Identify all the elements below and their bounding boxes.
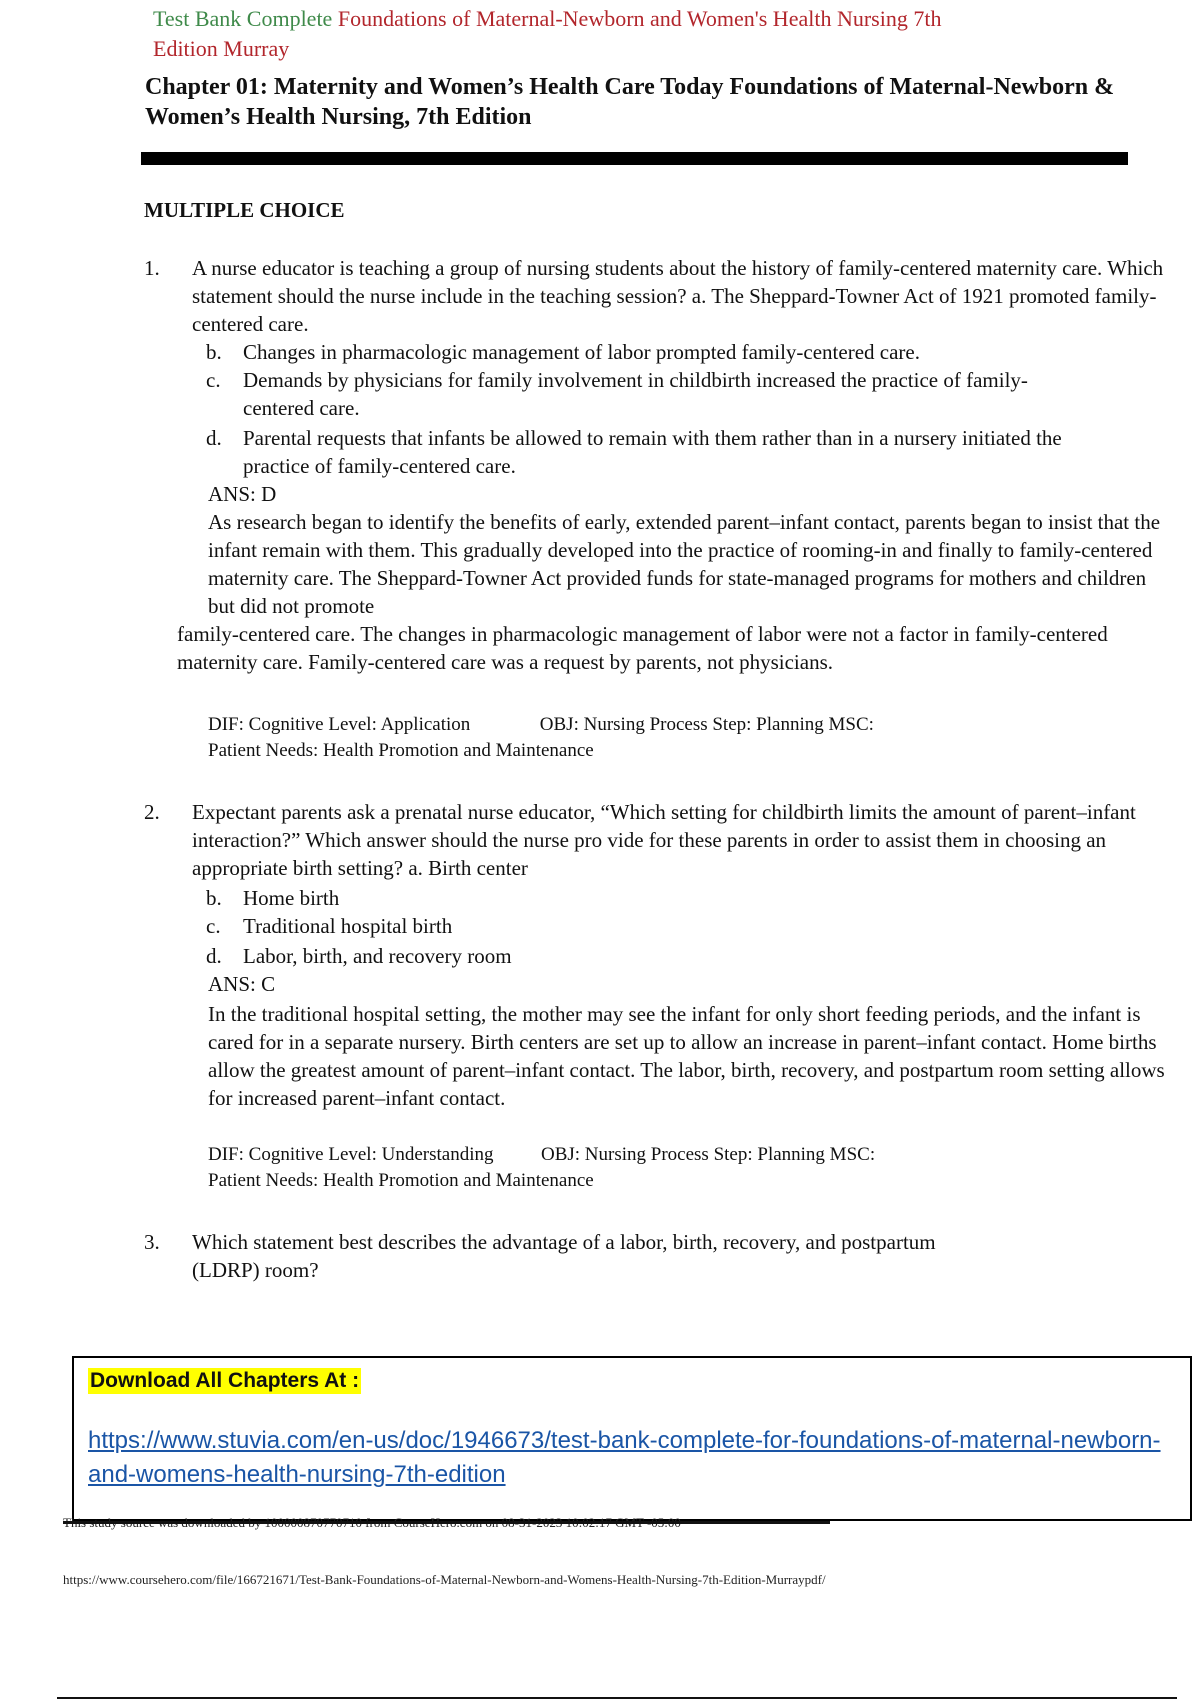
download-link[interactable]: https://www.stuvia.com/en-us/doc/1946673/test-bank-complete-for-foundations-of-maternal-newborn-and-womens-health-nursing-7th-edition [88, 1427, 1161, 1488]
question-stem: A nurse educator is teaching a group of nursing students about the history of family-centered maternity care. Which statement should the nurse include in the teaching session? a. The Sheppard-Towner Act of 1921 promoted family-centered care. [192, 256, 1164, 336]
question-metadata [208, 712, 1108, 764]
obj-label: OBJ: Nursing Process Step: Planning MSC: [539, 714, 874, 735]
chapter-heading: Chapter 01: Maternity and Women’s Health Care Today Foundations of Maternal-Newborn & Women’s Health Nursing, 7th Edition [145, 74, 1115, 130]
dif-label: DIF: Cognitive Level: Understanding [208, 1144, 494, 1165]
source-url-link[interactable]: https://www.coursehero.com/file/166721671/Test-Bank-Foundations-of-Maternal-Newborn-and-Womens-Health-Nursing-7th-Edition-Murraypdf/ [63, 1572, 826, 1587]
heading-rule [141, 152, 1128, 165]
title-edition: Edition Murray [153, 36, 290, 61]
download-label: Download All Chapters At : [90, 1369, 360, 1392]
question-number: 2. [144, 800, 160, 824]
question-stem: Expectant parents ask a prenatal nurse educator, “Which setting for childbirth limits the amount of parent–infant interaction?” Which answer should the nurse pro vide for these parents in order to assist them in choosing an appropriate birth setting? a. Birth center [192, 800, 1136, 880]
rationale-part-1: As research began to identify the benefits of early, extended parent–infant contact, parents began to insist that the infant remain with them. This gradually developed into the practice of rooming-in and finally to family-centered maternity care. The Sheppard-Towner Act provided funds for state-managed programs for mothers and children but did not promote [208, 510, 1161, 618]
rationale: In the traditional hospital setting, the mother may see the infant for only short feeding periods, and the infant is cared for in a separate nursery. Birth centers are set up to allow an increase in parent–infant contact. Home births allow the greatest amount of parent–infant contact. The labor, birth, recovery, and postpartum room setting allows for increased parent–infant contact. [208, 1002, 1165, 1110]
question-number: 1. [144, 256, 160, 280]
doc-title-line-1 [153, 4, 941, 34]
document-page: Test Bank Complete Foundations of Maternal-Newborn and Women's Health Nursing 7th Edition Murray Chapter 01: Maternity and Women’s Health Care Today Foundations of Maternal-Newborn & Women’s Health Nursing, 7th Edition MULTIPLE CHOICE 1. A nurse educator is teaching a group of nursing students about the history of family-centered maternity care. Which statement should the nurse include in the teaching session? a. The Sheppard-Towner Act of 1921 promoted family-centered care. b. Changes in pharmacologic management of labor prompted family-centered care. c. Demands by physicians for family involvement in childbirth increased the practice of family-centered care. d. Parental requests that infants be allowed to remain with them rather than in a nursery initiated the practice of family-centered care. ANS: D As research began to identify the benefits of early, extended parent–infant contact, parents began to insist that the infant remain with them. This gradually developed into the practice of rooming-in and finally to family-centered maternity care. The Sheppard-Towner Act provided funds for state-managed programs for mothers and children but did not promote family-centered care. The changes in pharmacologic management of labor were not a factor in family-centered maternity care. Family-centered care was a request by parents, not physicians. DIF: Cognitive Level: Application OBJ: Nursing Process Step: Planning MSC: Patient Needs: Health Promotion and Maintenance 2. Expectant parents ask a prenatal nurse educator, “Which setting for childbirth limits the amount of parent–infant interaction?” Which answer should the nurse pro vide for these parents in order to assist them in choosing an appropriate birth setting? a. Birth center b. Home birth c. Traditional hospital birth d. Labor, birth, and recovery room ANS: C In the traditional hospital setting, the mother may see the infant for only short feeding periods, and the infant is cared for in a separate nursery. Birth centers are set up to allow an increase in parent–infant contact. Home births allow the greatest amount of parent–infant contact. The labor, birth, recovery, and postpartum room setting allows for increased parent–infant contact. DIF: Cognitive Level: Understanding OBJ: Nursing Process Step: Planning MSC: Patient Needs: Health Promotion and Maintenance 3. Which statement best describes the advantage of a labor, birth, recovery, and postpartum (LDRP) room? Download All Chapters At : https://www.stuvia.com/en-us/doc/1946673/test-bank-complete-for-foundations-of-maternal-newborn-and-womens-health-nursing-7th-edition https://www.coursehero.com/file/166721671/Test-Bank-Foundations-of-Maternal-Newborn-and-Womens-Health-Nursing-7th-Edition-Murraypdf/ [0, 0, 1200, 1700]
question-metadata [208, 1142, 1108, 1194]
section-heading: MULTIPLE CHOICE [144, 198, 345, 222]
dif-label: DIF: Cognitive Level: Application [208, 714, 471, 735]
answer-key: ANS: C [208, 972, 276, 996]
question-number: 3. [144, 1230, 160, 1254]
title-main: Foundations of Maternal-Newborn and Women's Health Nursing 7th [337, 6, 942, 31]
bottom-divider [57, 1697, 1177, 1699]
msc-label: Patient Needs: Health Promotion and Maintenance [208, 740, 594, 761]
msc-label: Patient Needs: Health Promotion and Maintenance [208, 1170, 594, 1191]
question-stem: Which statement best describes the advantage of a labor, birth, recovery, and postpartum (LDRP) room? [192, 1230, 936, 1282]
rationale-part-2: family-centered care. The changes in pharmacologic management of labor were not a factor in family-centered maternity care. Family-centered care was a request by parents, not physicians. [177, 622, 1108, 674]
strikethrough-bar [63, 1521, 830, 1524]
download-box [72, 1356, 1192, 1521]
obj-label: OBJ: Nursing Process Step: Planning MSC: [540, 1144, 876, 1165]
answer-key: ANS: D [208, 482, 277, 506]
title-prefix: Test Bank Complete [153, 6, 333, 31]
doc-title-line-2 [153, 34, 289, 64]
